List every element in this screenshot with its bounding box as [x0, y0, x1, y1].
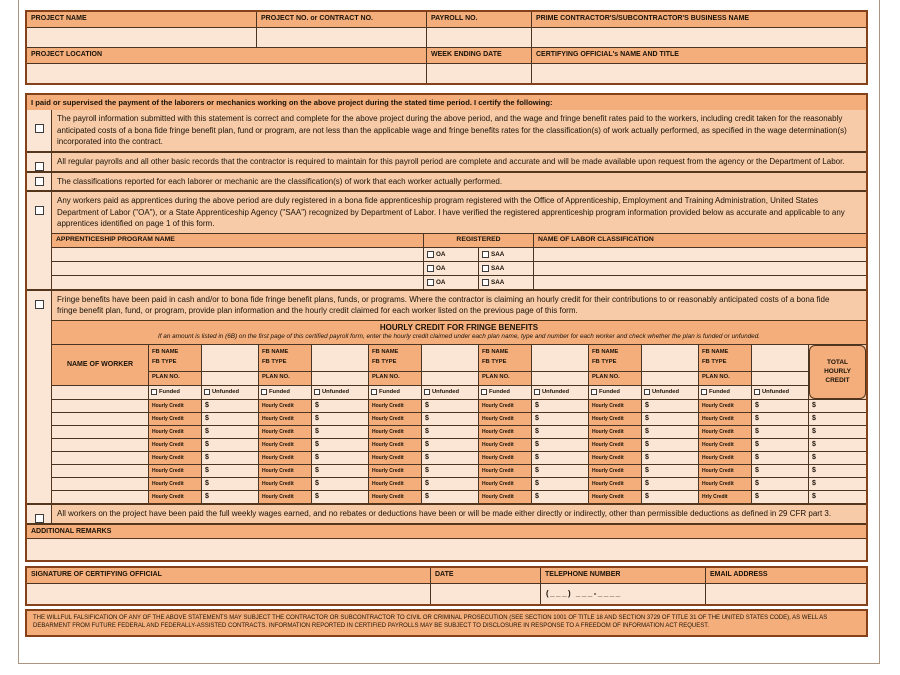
hourly-credit-input[interactable]: $: [642, 413, 698, 425]
certified-payroll-statement-of-compliance-form: [25, 10, 868, 637]
hourly-credit-input[interactable]: $: [202, 413, 258, 425]
saa-label: SAA: [491, 250, 505, 258]
worker-name-input[interactable]: [52, 478, 148, 490]
statement-2-checkbox-cell[interactable]: [27, 153, 52, 171]
oa-cell[interactable]: [424, 262, 478, 275]
saa-cell[interactable]: [479, 248, 533, 261]
hourly-credit-input[interactable]: $: [642, 452, 698, 464]
hourly-credit-label: Hourly Credit: [369, 478, 421, 490]
hourly-credit-label: Hourly Credit: [369, 413, 421, 425]
statement-1-text: The payroll information submitted with this statement is correct and complete for the above project during the above period, and the wage and fringe benefit rates paid to the workers, including credit taken for the reasonably anticipated costs of a bona fide fringe benefit plan, fund or program, are not less than the applicable wage and fringe benefits rates for the classification(s) of work actually performed, as specified in the wage determination(s) incorporated into the contract.: [57, 114, 847, 146]
hourly-credit-input[interactable]: $: [422, 439, 478, 451]
prime-contractor-input[interactable]: [532, 28, 866, 47]
name-of-worker-header: NAME OF WORKER: [52, 345, 148, 385]
saa-checkbox[interactable]: [482, 251, 489, 258]
total-hourly-credit-input[interactable]: $: [809, 478, 866, 490]
hourly-credit-input[interactable]: $: [532, 491, 588, 503]
hourly-credit-label: Hourly Credit: [149, 400, 201, 412]
hourly-credit-label: Hourly Credit: [589, 439, 641, 451]
fb-name-type-input[interactable]: [312, 345, 368, 371]
hourly-credit-input[interactable]: $: [202, 426, 258, 438]
oa-cell[interactable]: [424, 276, 478, 289]
worker-name-input[interactable]: [52, 400, 148, 412]
unfunded-label: Unfunded: [432, 389, 460, 395]
funded-cell[interactable]: [479, 386, 531, 399]
funded-cell[interactable]: [369, 386, 421, 399]
hourly-credit-input[interactable]: $: [312, 491, 368, 503]
unfunded-label: Unfunded: [212, 389, 240, 395]
hourly-credit-label: Hourly Credit: [479, 413, 531, 425]
hourly-credit-label: Hourly Credit: [259, 478, 311, 490]
hourly-credit-input[interactable]: $: [422, 452, 478, 464]
plan-no-input[interactable]: [642, 372, 698, 385]
hourly-credit-input[interactable]: $: [752, 426, 808, 438]
hourly-credit-input[interactable]: $: [752, 478, 808, 490]
funded-label: Funded: [489, 389, 510, 395]
funded-checkbox[interactable]: [371, 389, 377, 395]
apprenticeship-program-input[interactable]: [52, 262, 423, 275]
fb-labels-cell: [369, 345, 421, 371]
hourly-credit-label: Hourly Credit: [259, 426, 311, 438]
statement-5-checkbox-cell[interactable]: [27, 291, 52, 503]
labor-classification-input[interactable]: [534, 262, 866, 275]
payroll-no-input[interactable]: [427, 28, 531, 47]
worker-name-input[interactable]: [52, 452, 148, 464]
total-hourly-credit-header: TOTAL HOURLY CREDIT: [809, 345, 866, 399]
certifying-official-label: CERTIFYING OFFICIAL's NAME AND TITLE: [532, 48, 866, 63]
hourly-credit-label: Hourly Credit: [699, 413, 751, 425]
unfunded-cell[interactable]: [202, 386, 258, 399]
plan-no-input[interactable]: [532, 372, 588, 385]
prime-contractor-label: PRIME CONTRACTOR'S/SUBCONTRACTOR'S BUSINESS NAME: [532, 12, 866, 27]
statement-6-checkbox-cell[interactable]: [27, 505, 52, 523]
hourly-credit-input[interactable]: $: [642, 439, 698, 451]
statement-4-checkbox[interactable]: [35, 206, 44, 215]
additional-remarks-input[interactable]: [27, 538, 866, 560]
hourly-credit-label: Hourly Credit: [589, 400, 641, 412]
signature-table: [25, 566, 868, 606]
hourly-credit-label: Hourly Credit: [369, 426, 421, 438]
hourly-credit-input[interactable]: $: [532, 426, 588, 438]
hourly-credit-label: Hourly Credit: [259, 413, 311, 425]
hourly-credit-label: Hourly Credit: [699, 478, 751, 490]
funded-cell[interactable]: [259, 386, 311, 399]
labor-classification-input[interactable]: [534, 276, 866, 289]
hourly-credit-input[interactable]: $: [642, 491, 698, 503]
hourly-credit-label: Hourly Credit: [369, 439, 421, 451]
saa-cell[interactable]: [479, 276, 533, 289]
unfunded-label: Unfunded: [652, 389, 680, 395]
statement-records-available: [27, 151, 866, 171]
hourly-credit-label: Hourly Credit: [699, 465, 751, 477]
week-ending-input[interactable]: [427, 64, 531, 83]
hourly-credit-label: Hourly Credit: [259, 439, 311, 451]
hourly-credit-label: Hourly Credit: [149, 439, 201, 451]
hourly-credit-label: Hourly Credit: [589, 491, 641, 503]
funded-label: Funded: [379, 389, 400, 395]
funded-label: Funded: [599, 389, 620, 395]
funded-checkbox[interactable]: [151, 389, 157, 395]
hourly-credit-input[interactable]: $: [422, 491, 478, 503]
telephone-input[interactable]: (___) ___-____: [541, 584, 705, 604]
fb-type-label: FB TYPE: [262, 358, 287, 365]
unfunded-label: Unfunded: [322, 389, 350, 395]
hourly-credit-label: Hrly Credit: [699, 491, 751, 503]
hourly-credit-label: Hourly Credit: [479, 452, 531, 464]
oa-checkbox[interactable]: [427, 279, 434, 286]
saa-checkbox[interactable]: [482, 265, 489, 272]
fb-name-label: FB NAME: [482, 348, 509, 355]
hourly-credit-label: Hourly Credit: [479, 426, 531, 438]
statement-4-checkbox-cell[interactable]: [27, 192, 52, 289]
hourly-credit-input[interactable]: $: [312, 465, 368, 477]
statement-1-checkbox-cell[interactable]: [27, 110, 52, 151]
hourly-credit-input[interactable]: $: [312, 478, 368, 490]
total-hourly-credit-input[interactable]: $: [809, 400, 866, 412]
project-location-input[interactable]: [27, 64, 426, 83]
fb-name-type-input[interactable]: [532, 345, 588, 371]
fb-name-label: FB NAME: [592, 348, 619, 355]
hourly-credit-input[interactable]: $: [532, 465, 588, 477]
unfunded-cell[interactable]: [532, 386, 588, 399]
plan-no-label: PLAN NO.: [589, 372, 641, 385]
funded-checkbox[interactable]: [261, 389, 267, 395]
plan-no-input[interactable]: [312, 372, 368, 385]
hourly-credit-input[interactable]: $: [202, 478, 258, 490]
hourly-credit-input[interactable]: $: [642, 465, 698, 477]
hourly-credit-label: Hourly Credit: [369, 452, 421, 464]
funded-checkbox[interactable]: [481, 389, 487, 395]
plan-no-input[interactable]: [202, 372, 258, 385]
plan-no-label: PLAN NO.: [369, 372, 421, 385]
hourly-credit-label: Hourly Credit: [589, 465, 641, 477]
hourly-credit-label: Hourly Credit: [699, 452, 751, 464]
signature-input[interactable]: [27, 584, 430, 604]
hourly-credit-input[interactable]: $: [752, 413, 808, 425]
hourly-credit-input[interactable]: $: [532, 452, 588, 464]
unfunded-checkbox[interactable]: [424, 389, 430, 395]
unfunded-checkbox[interactable]: [314, 389, 320, 395]
unfunded-label: Unfunded: [542, 389, 570, 395]
unfunded-checkbox[interactable]: [754, 389, 760, 395]
hourly-credit-label: Hourly Credit: [149, 426, 201, 438]
plan-no-label: PLAN NO.: [699, 372, 751, 385]
saa-label: SAA: [491, 278, 505, 286]
statement-payroll-correct: [27, 110, 866, 151]
registered-header: REGISTERED: [424, 234, 533, 247]
hourly-credit-input[interactable]: $: [312, 452, 368, 464]
hourly-credit-label: Hourly Credit: [369, 491, 421, 503]
hourly-credit-label: Hourly Credit: [589, 452, 641, 464]
plan-no-label: PLAN NO.: [259, 372, 311, 385]
apprenticeship-program-input[interactable]: [52, 248, 423, 261]
fb-name-label: FB NAME: [702, 348, 729, 355]
payroll-no-label: PAYROLL NO.: [427, 12, 531, 27]
hourly-credit-input[interactable]: $: [532, 478, 588, 490]
oa-checkbox[interactable]: [427, 265, 434, 272]
certification-section: [25, 93, 868, 562]
unfunded-cell[interactable]: [422, 386, 478, 399]
hourly-credit-input[interactable]: $: [202, 491, 258, 503]
hourly-credit-label: Hourly Credit: [479, 400, 531, 412]
statement-classifications: [27, 171, 866, 191]
hourly-credit-input[interactable]: $: [532, 439, 588, 451]
fb-name-label: FB NAME: [152, 348, 179, 355]
fb-name-type-input[interactable]: [642, 345, 698, 371]
falsification-warning-text: THE WILLFUL FALSIFICATION OF ANY OF THE ABOVE STATEMENTS MAY SUBJECT THE CONTRACTOR OR SUBCONTRACTOR TO CIVIL OR CRIMINAL PROSECUTION (SEE SECTION 1001 OF TITLE 18 AND SECTION 3729 OF TITLE 31 OF THE UNITED STATES CODE), AS WELL AS DEBARMENT FROM FUTURE FEDERAL AND FEDERALLY-ASSISTED CONTRACTS. INFORMATION REPORTED IN CERTIFIED PAYROLLS MAY BE SUBJECT TO DISCLOSURE IN RESPONSE TO A FREEDOM OF INFORMATION ACT REQUEST.: [25, 609, 868, 637]
statement-5-text: Fringe benefits have been paid in cash and/or to bona fide fringe benefit plans, funds, or programs. Where the contractor is claiming an hourly credit for their contributions to or reasonably anticipated costs of a bona fide fringe benefit plan, fund, or program, provide plan information and the hourly credit claimed for each worker listed on the previous page of this form.: [57, 294, 830, 315]
funded-cell[interactable]: [699, 386, 751, 399]
unfunded-checkbox[interactable]: [534, 389, 540, 395]
hourly-credit-input[interactable]: $: [312, 426, 368, 438]
hourly-credit-input[interactable]: $: [752, 400, 808, 412]
plan-no-input[interactable]: [752, 372, 808, 385]
total-hourly-credit-input[interactable]: $: [809, 439, 866, 451]
email-input[interactable]: [706, 584, 866, 604]
fringe-credit-title-bar: [52, 320, 866, 344]
hourly-credit-input[interactable]: $: [312, 413, 368, 425]
fb-type-label: FB TYPE: [372, 358, 397, 365]
oa-label: OA: [436, 278, 446, 286]
unfunded-cell[interactable]: [312, 386, 368, 399]
signature-label: SIGNATURE OF CERTIFYING OFFICIAL: [27, 568, 430, 583]
total-hourly-credit-input[interactable]: $: [809, 452, 866, 464]
total-hourly-credit-header-cell: [809, 345, 866, 399]
hourly-credit-input[interactable]: $: [532, 413, 588, 425]
hourly-credit-input[interactable]: $: [752, 465, 808, 477]
fb-name-label: FB NAME: [262, 348, 289, 355]
funded-cell[interactable]: [589, 386, 641, 399]
project-location-label: PROJECT LOCATION: [27, 48, 426, 63]
worker-name-input[interactable]: [52, 491, 148, 503]
fb-labels-cell: [479, 345, 531, 371]
statement-full-wages: [27, 503, 866, 523]
unfunded-label: Unfunded: [762, 389, 790, 395]
plan-no-label: PLAN NO.: [479, 372, 531, 385]
hourly-credit-input[interactable]: $: [532, 400, 588, 412]
apprenticeship-program-input[interactable]: [52, 276, 423, 289]
apprenticeship-table: [52, 233, 866, 289]
apprenticeship-program-header: APPRENTICESHIP PROGRAM NAME: [52, 234, 423, 247]
unfunded-cell[interactable]: [752, 386, 808, 399]
worker-name-input[interactable]: [52, 413, 148, 425]
hourly-credit-input[interactable]: $: [752, 491, 808, 503]
statement-3-checkbox-cell[interactable]: [27, 173, 52, 191]
hourly-credit-label: Hourly Credit: [259, 452, 311, 464]
worker-name-input[interactable]: [52, 439, 148, 451]
certifying-official-input[interactable]: [532, 64, 866, 83]
unfunded-checkbox[interactable]: [644, 389, 650, 395]
oa-label: OA: [436, 264, 446, 272]
email-label: EMAIL ADDRESS: [706, 568, 866, 583]
fb-name-type-input[interactable]: [422, 345, 478, 371]
fringe-credit-subtitle: If an amount is listed in (6B) on the first page of this certified payroll form, enter the hourly credit claimed under each plan name, type and number for each worker and check whether the plan is funded or unfunded.: [157, 332, 761, 340]
hourly-credit-label: Hourly Credit: [699, 439, 751, 451]
statement-apprentices: [27, 190, 866, 289]
oa-cell[interactable]: [424, 248, 478, 261]
saa-label: SAA: [491, 264, 505, 272]
hourly-credit-label: Hourly Credit: [149, 491, 201, 503]
hourly-credit-input[interactable]: $: [202, 452, 258, 464]
unfunded-checkbox[interactable]: [204, 389, 210, 395]
total-hourly-credit-input[interactable]: $: [809, 426, 866, 438]
hourly-credit-label: Hourly Credit: [479, 465, 531, 477]
funded-label: Funded: [269, 389, 290, 395]
total-hourly-credit-input[interactable]: $: [809, 413, 866, 425]
statement-6-checkbox[interactable]: [35, 514, 44, 523]
project-no-input[interactable]: [257, 28, 426, 47]
oa-label: OA: [436, 250, 446, 258]
project-name-label: PROJECT NAME: [27, 12, 256, 27]
funded-checkbox[interactable]: [591, 389, 597, 395]
fb-labels-cell: [259, 345, 311, 371]
hourly-credit-input[interactable]: $: [642, 426, 698, 438]
week-ending-label: WEEK ENDING DATE: [427, 48, 531, 63]
hourly-credit-label: Hourly Credit: [699, 426, 751, 438]
hourly-credit-label: Hourly Credit: [479, 478, 531, 490]
date-label: DATE: [431, 568, 540, 583]
hourly-credit-input[interactable]: $: [422, 413, 478, 425]
hourly-credit-label: Hourly Credit: [259, 465, 311, 477]
hourly-credit-label: Hourly Credit: [369, 400, 421, 412]
hourly-credit-label: Hourly Credit: [149, 452, 201, 464]
hourly-credit-input[interactable]: $: [312, 439, 368, 451]
hourly-credit-label: Hourly Credit: [149, 478, 201, 490]
unfunded-cell[interactable]: [642, 386, 698, 399]
fb-labels-cell: [699, 345, 751, 371]
hourly-credit-label: Hourly Credit: [589, 426, 641, 438]
statement-2-text: All regular payrolls and all other basic records that the contractor is required to maintain for this payroll period are complete and accurate and will be made available upon request from the agency or the Department of Labor.: [57, 156, 845, 166]
fringe-credit-title: HOURLY CREDIT FOR FRINGE BENEFITS: [379, 322, 539, 332]
hourly-credit-label: Hourly Credit: [259, 491, 311, 503]
statement-4-text: Any workers paid as apprentices during the above period are duly registered in a bona fide apprenticeship program registered with the Office of Apprenticeship, Employment and Training Administration, United States Department of Labor ("OA"), or a State Apprenticeship Agency ("SAA") recognized by Department of Labor. I have verified the registered apprenticeship program information provided below as accurate and applicable to any apprentices identified on page 1 of this form.: [57, 196, 845, 228]
worker-name-input[interactable]: [52, 465, 148, 477]
fringe-credit-table: [52, 344, 866, 503]
worker-name-cell[interactable]: [52, 386, 148, 399]
hourly-credit-label: Hourly Credit: [479, 439, 531, 451]
labor-classification-input[interactable]: [534, 248, 866, 261]
hourly-credit-label: Hourly Credit: [589, 413, 641, 425]
total-hourly-credit-input[interactable]: $: [809, 491, 866, 503]
hourly-credit-input[interactable]: $: [422, 426, 478, 438]
fb-type-label: FB TYPE: [702, 358, 727, 365]
hourly-credit-input[interactable]: $: [202, 465, 258, 477]
hourly-credit-label: Hourly Credit: [149, 413, 201, 425]
fb-type-label: FB TYPE: [152, 358, 177, 365]
fb-type-label: FB TYPE: [482, 358, 507, 365]
statement-3-text: The classifications reported for each laborer or mechanic are the classification(s) of work that each worker actually performed.: [57, 176, 503, 186]
fb-name-label: FB NAME: [372, 348, 399, 355]
hourly-credit-input[interactable]: $: [422, 465, 478, 477]
hourly-credit-label: Hourly Credit: [149, 465, 201, 477]
hourly-credit-input[interactable]: $: [642, 400, 698, 412]
funded-label: Funded: [159, 389, 180, 395]
worker-name-input[interactable]: [52, 426, 148, 438]
hourly-credit-label: Hourly Credit: [369, 465, 421, 477]
fb-type-label: FB TYPE: [592, 358, 617, 365]
plan-no-input[interactable]: [422, 372, 478, 385]
fb-labels-cell: [589, 345, 641, 371]
funded-label: Funded: [709, 389, 730, 395]
hourly-credit-input[interactable]: $: [422, 478, 478, 490]
hourly-credit-input[interactable]: $: [642, 478, 698, 490]
statement-1-checkbox[interactable]: [35, 124, 44, 133]
fb-name-type-input[interactable]: [202, 345, 258, 371]
additional-remarks-label: ADDITIONAL REMARKS: [27, 523, 866, 538]
hourly-credit-input[interactable]: $: [752, 439, 808, 451]
statement-3-checkbox[interactable]: [35, 177, 44, 186]
hourly-credit-input[interactable]: $: [202, 400, 258, 412]
saa-checkbox[interactable]: [482, 279, 489, 286]
hourly-credit-input[interactable]: $: [312, 400, 368, 412]
total-hourly-credit-input[interactable]: $: [809, 465, 866, 477]
fb-labels-cell: [149, 345, 201, 371]
statement-6-text: All workers on the project have been paid the full weekly wages earned, and no rebates or deductions have been or will be made either directly or indirectly, other than permissible deductions as defined in 29 CFR part 3.: [57, 508, 832, 518]
statement-2-checkbox[interactable]: [35, 162, 44, 171]
fb-name-type-input[interactable]: [752, 345, 808, 371]
funded-cell[interactable]: [149, 386, 201, 399]
statement-fringe-benefits: [27, 289, 866, 503]
project-name-input[interactable]: [27, 28, 256, 47]
hourly-credit-label: Hourly Credit: [699, 400, 751, 412]
saa-cell[interactable]: [479, 262, 533, 275]
telephone-label: TELEPHONE NUMBER: [541, 568, 705, 583]
hourly-credit-label: Hourly Credit: [259, 400, 311, 412]
project-header-table: [25, 10, 868, 85]
statement-5-checkbox[interactable]: [35, 300, 44, 309]
hourly-credit-input[interactable]: $: [752, 452, 808, 464]
hourly-credit-label: Hourly Credit: [589, 478, 641, 490]
certification-intro: I paid or supervised the payment of the laborers or mechanics working on the above project during the stated time period. I certify the following:: [27, 95, 866, 110]
project-no-label: PROJECT NO. or CONTRACT NO.: [257, 12, 426, 27]
hourly-credit-label: Hourly Credit: [479, 491, 531, 503]
plan-no-label: PLAN NO.: [149, 372, 201, 385]
date-input[interactable]: [431, 584, 540, 604]
oa-checkbox[interactable]: [427, 251, 434, 258]
hourly-credit-input[interactable]: $: [202, 439, 258, 451]
funded-checkbox[interactable]: [701, 389, 707, 395]
labor-classification-header: NAME OF LABOR CLASSIFICATION: [534, 234, 866, 247]
hourly-credit-input[interactable]: $: [422, 400, 478, 412]
